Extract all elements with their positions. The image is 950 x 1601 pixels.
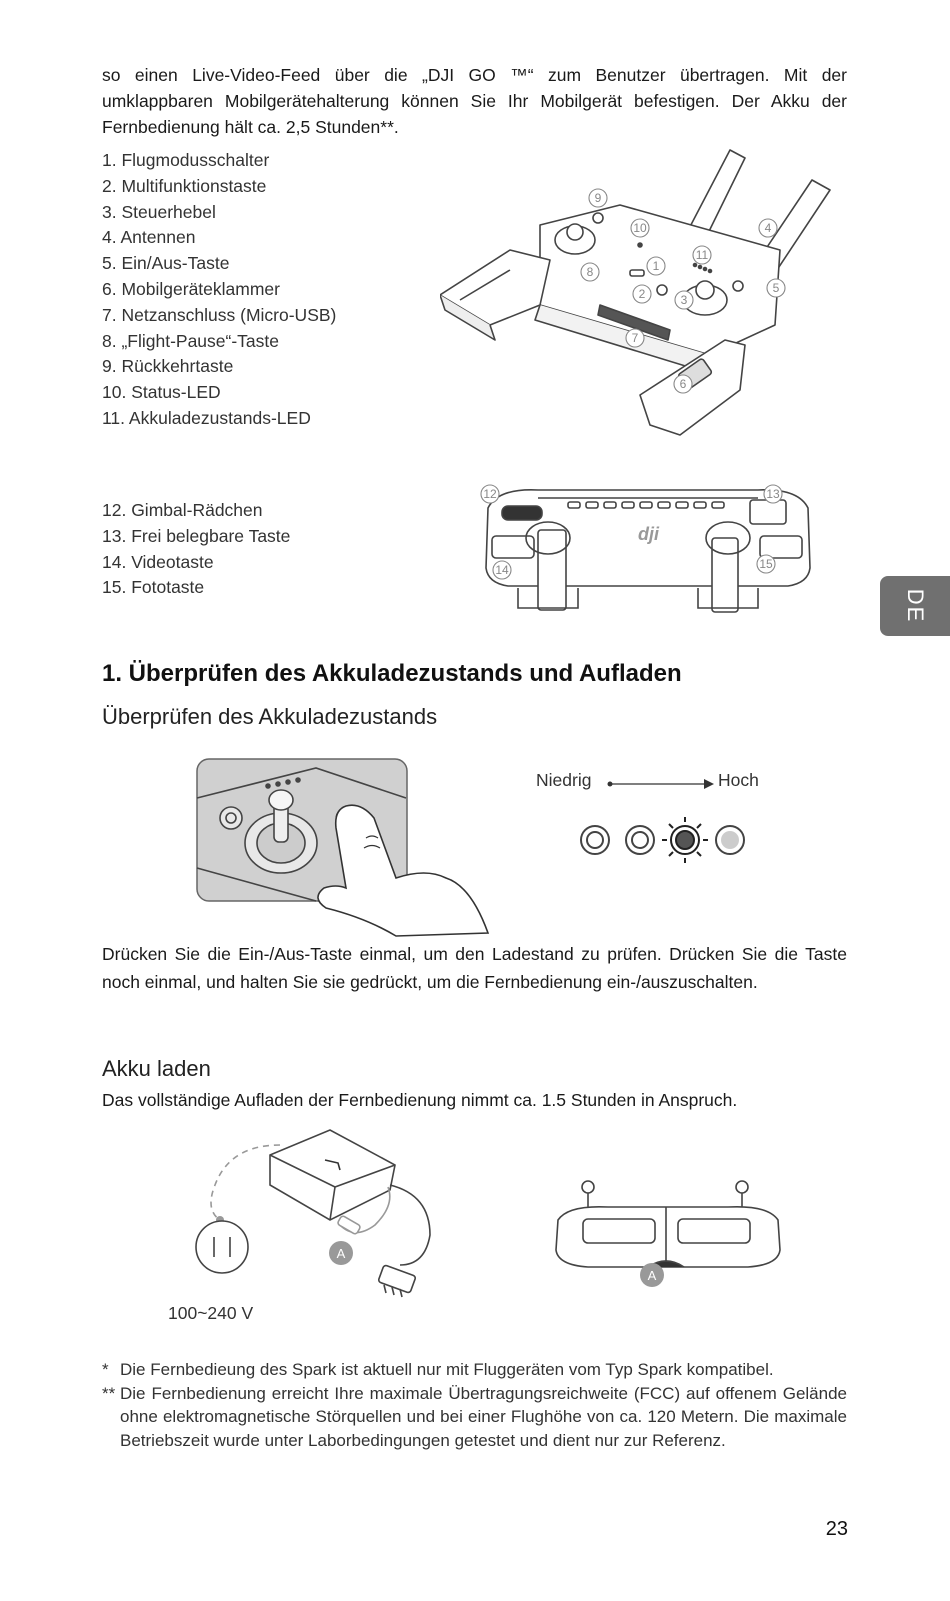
svg-text:2: 2: [638, 287, 646, 301]
svg-text:6: 6: [679, 377, 687, 391]
svg-text:12: 12: [483, 487, 497, 501]
page-number: 23: [825, 1518, 848, 1540]
intro-paragraph: so einen Live-Video-Feed über die „DJI GO ™“ zum Benutzer übertragen. Mit der umklappbaren Mobilgerätehalterung können Sie Ihr Mobilgerät befestigen. Der Akku der Fernbedienung hält ca. 2,5 Stunden**.: [102, 65, 847, 137]
dji-logo-icon: dji: [638, 524, 659, 544]
svg-text:14: 14: [495, 563, 509, 577]
footnote: ** Die Fernbedienung erreicht Ihre maximale Übertragungsreichweite (FCC) auf offenem Gelände ohne elektromagnetische Störquellen und bei einer Flughöhe von ca. 120 Metern. Die maximale Betriebszeit wurde unter Laborbedingungen getestet und dient nur zur Referenz.: [102, 1383, 847, 1450]
led-2-icon: [626, 826, 654, 854]
svg-text:A: A: [336, 1246, 346, 1261]
list-item: 12. Gimbal-Rädchen: [102, 500, 263, 520]
port-label-A: [640, 1263, 664, 1287]
list-item: 8. „Flight-Pause“-Taste: [102, 330, 280, 351]
svg-text:1: 1: [652, 259, 660, 273]
callout-11: [693, 246, 711, 264]
subsection-check-title: Überprüfen des Akkuladezustands: [102, 704, 438, 729]
remote-controller-top-illustration: [440, 140, 860, 450]
list-item: 3. Steuerhebel: [102, 201, 216, 222]
svg-text:5: 5: [772, 281, 780, 295]
svg-text:A: A: [647, 1268, 657, 1283]
svg-text:8: 8: [586, 265, 594, 279]
list-item: 14. Videotaste: [102, 551, 214, 572]
footnotes: [102, 1358, 847, 1452]
callout-14: [493, 561, 511, 579]
callout-2: [633, 285, 651, 303]
charger-illustration: [190, 1125, 460, 1315]
callout-5: [767, 279, 785, 297]
list-item: 6. Mobilgeräteklammer: [102, 278, 280, 299]
callout-8: [581, 263, 599, 281]
list-item: 9. Rückkehrtaste: [102, 356, 234, 377]
svg-text:11: 11: [695, 248, 709, 262]
component-list-bottom: [102, 498, 290, 601]
list-item: 7. Netzanschluss (Micro-USB): [102, 304, 337, 325]
callout-15: [757, 555, 775, 573]
list-item: 10. Status-LED: [102, 382, 221, 403]
list-item: 11. Akkuladezustands-LED: [102, 407, 311, 428]
battery-scale-high: Hoch: [718, 770, 759, 790]
list-item: 2. Multifunktionstaste: [102, 175, 267, 196]
list-item: 1. Flugmodusschalter: [102, 150, 270, 170]
remote-charging-port-illustration: [548, 1175, 788, 1295]
callout-7: [626, 329, 644, 347]
footnote: * Die Fernbedieung des Spark ist aktuell nur mit Fluggeräten vom Typ Spark kompatibel.: [102, 1360, 774, 1379]
component-list-top: [102, 148, 336, 432]
svg-text:13: 13: [766, 487, 780, 501]
callout-10: [631, 219, 649, 237]
language-tab: DE: [880, 576, 950, 636]
callout-1: [647, 257, 665, 275]
list-item: 15. Fototaste: [102, 577, 205, 598]
remote-controller-front-illustration: [478, 478, 818, 628]
check-paragraph: Drücken Sie die Ein-/Aus-Taste einmal, um den Ladestand zu prüfen. Drücken Sie die Taste noch einmal, und halten Sie sie gedrückt, um die Fernbedienung ein-/auszuschalten.: [102, 944, 847, 992]
led-4-icon: [716, 826, 744, 854]
charger-voltage-label: 100~240 V: [168, 1303, 254, 1323]
svg-text:7: 7: [631, 331, 639, 345]
list-item: 4. Antennen: [102, 227, 196, 248]
led-3-blinking-icon: [662, 817, 708, 863]
battery-scale-low: Niedrig: [536, 770, 592, 790]
callout-3: [675, 291, 693, 309]
scale-arrow-icon: [606, 778, 716, 790]
callout-13: [764, 485, 782, 503]
svg-text:10: 10: [633, 221, 647, 235]
list-item: 13. Frei belegbare Taste: [102, 525, 291, 546]
power-button-press-illustration: [196, 758, 506, 938]
callout-4: [759, 219, 777, 237]
svg-text:9: 9: [594, 191, 602, 205]
port-label-A: [329, 1241, 353, 1265]
svg-text:4: 4: [764, 221, 772, 235]
section-title: 1. Überprüfen des Akkuladezustands und Aufladen: [102, 660, 682, 687]
battery-led-indicators: [575, 815, 755, 865]
callout-9: [589, 189, 607, 207]
callout-6: [674, 375, 692, 393]
subsection-charge-title: Akku laden: [102, 1056, 211, 1081]
list-item: 5. Ein/Aus-Taste: [102, 253, 230, 274]
svg-text:3: 3: [680, 293, 688, 307]
svg-text:15: 15: [759, 557, 773, 571]
charge-paragraph: Das vollständige Aufladen der Fernbedienung nimmt ca. 1.5 Stunden in Anspruch.: [102, 1090, 738, 1110]
led-1-icon: [581, 826, 609, 854]
callout-12: [481, 485, 499, 503]
